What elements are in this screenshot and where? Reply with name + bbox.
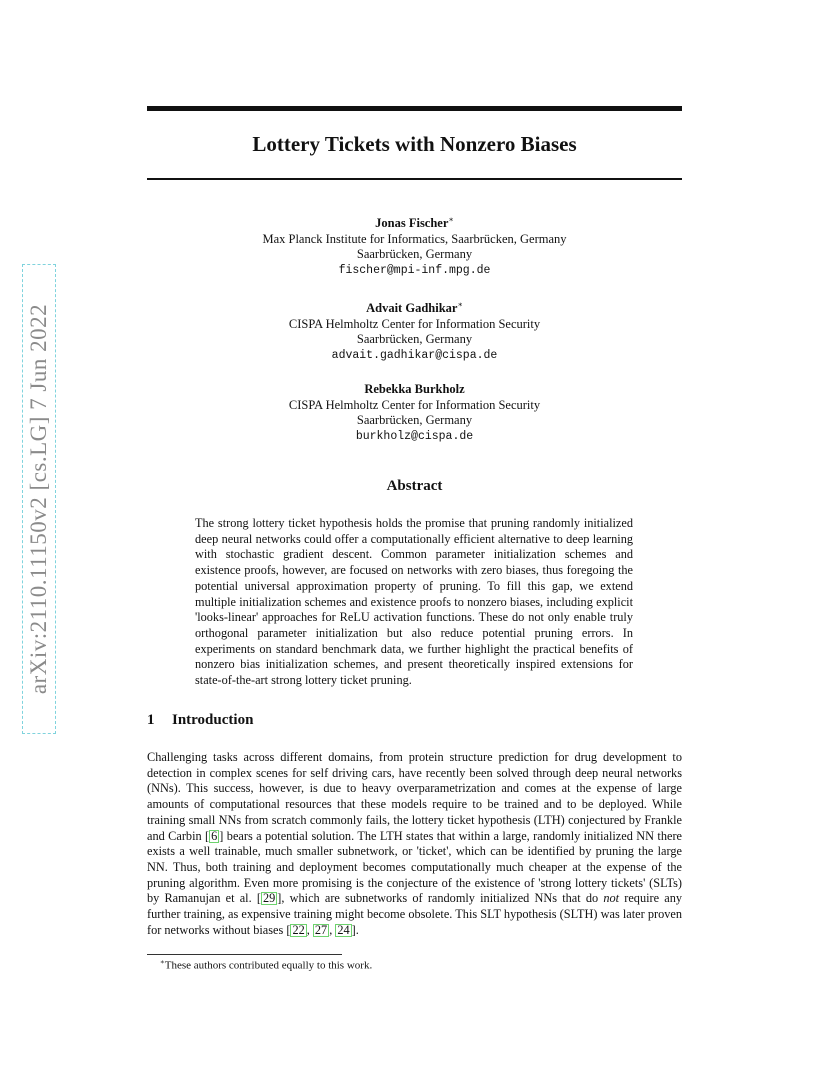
footnote xyxy=(160,958,372,972)
author-1 xyxy=(147,212,682,278)
author-name: Jonas Fischer xyxy=(375,216,449,231)
author-name: Advait Gadhikar xyxy=(366,301,458,316)
citation-link[interactable]: 6 xyxy=(211,828,218,843)
section-number: 1 xyxy=(147,712,155,728)
author-affiliation: CISPA Helmholtz Center for Information Security xyxy=(288,397,541,412)
author-2 xyxy=(147,297,682,363)
equal-contribution-mark: ∗ xyxy=(457,300,463,310)
paper-title: Lottery Tickets with Nonzero Biases xyxy=(252,132,577,156)
introduction-paragraph xyxy=(147,750,682,938)
abstract-heading: Abstract xyxy=(386,478,443,494)
title-top-rule xyxy=(147,106,682,111)
author-city: Saarbrücken, Germany xyxy=(356,413,473,428)
intro-text: require any further training, as expensive training might become obsolete. This SLT hypothesis (SLTH) was later proven for networks without biases [ xyxy=(147,891,683,937)
abstract-text: The strong lottery ticket hypothesis holds the promise that pruning randomly initialized deep neural networks could offer a computationally efficient alternative to deep learning with stochastic gradient descent. Common parameter initialization schemes and existence proofs, however, are focused on networks with zero biases, thus foregoing the potential universal approximation property of pruning. To fill this gap, we extend multiple initialization schemes and existence proofs to nonzero biases, including explicit 'looks-linear' approaches for ReLU activation functions. These do not only enable truly orthogonal parameter initialization but also reduce potential pruning errors. In experiments on standard benchmark data, we further highlight the practical benefits of nonzero bias initialization schemes, and present theoretically inspired extensions for state-of-the-art strong lottery ticket pruning. xyxy=(195,516,633,688)
citation-link[interactable]: 24 xyxy=(337,922,350,937)
footnote-rule xyxy=(147,954,342,955)
section-heading-introduction xyxy=(147,712,253,729)
title-bottom-rule xyxy=(147,178,682,180)
author-block xyxy=(147,212,682,463)
citation-link[interactable]: 27 xyxy=(314,922,328,937)
citation-separator: , xyxy=(329,922,336,937)
citation-separator: , xyxy=(306,922,313,937)
intro-text: ]. xyxy=(351,922,359,937)
intro-text: Challenging tasks across different domains, from protein structure prediction for drug development to detection in complex scenes for self driving cars, have recently been solved through deep neural networks (NNs). This success, however, is due to heavy overparametrization and comes at the expense of large amounts of computational resources that these models require to be trained and to be deployed. While training small NNs from scratch commonly fails, the lottery ticket hypothesis (LTH) conjectured by Frankle and Carbin [ xyxy=(147,750,682,843)
author-email[interactable]: advait.gadhikar@cispa.de xyxy=(331,348,498,362)
author-affiliation: CISPA Helmholtz Center for Information Security xyxy=(288,316,541,331)
intro-emphasis: not xyxy=(603,891,620,906)
author-city: Saarbrücken, Germany xyxy=(356,247,473,262)
author-3 xyxy=(147,382,682,444)
equal-contribution-mark: ∗ xyxy=(448,215,454,224)
arxiv-identifier: arXiv:2110.11150v2 [cs.LG] 7 Jun 2022 xyxy=(26,303,51,695)
author-email[interactable]: fischer@mpi-inf.mpg.de xyxy=(338,263,491,277)
intro-text: ], which are subnetworks of randomly initialized NNs that do xyxy=(277,891,604,906)
intro-text: ] bears a potential solution. The LTH states that within a large, randomly initialized NN there exists a well trainable, much smaller subnetwork, or 'ticket', which can be identified by pruning the large NN. Thus, both training and deployment becomes computationally much cheaper at the expense of the pruning algorithm. Even more promising is the conjecture of the existence of 'strong lottery tickets' (SLTs) by Ramanujan et al. [ xyxy=(147,828,683,906)
citation-link[interactable]: 22 xyxy=(292,922,305,937)
author-affiliation: Max Planck Institute for Informatics, Saarbrücken, Germany xyxy=(262,231,567,246)
author-name: Rebekka Burkholz xyxy=(364,382,465,397)
footnote-mark: ∗ xyxy=(160,958,165,966)
citation-link[interactable]: 29 xyxy=(262,891,276,906)
author-city: Saarbrücken, Germany xyxy=(356,332,473,347)
arxiv-stamp[interactable] xyxy=(22,264,56,734)
footnote-text: These authors contributed equally to this work. xyxy=(164,959,373,972)
author-email[interactable]: burkholz@cispa.de xyxy=(355,429,474,443)
section-title: Introduction xyxy=(172,712,254,728)
